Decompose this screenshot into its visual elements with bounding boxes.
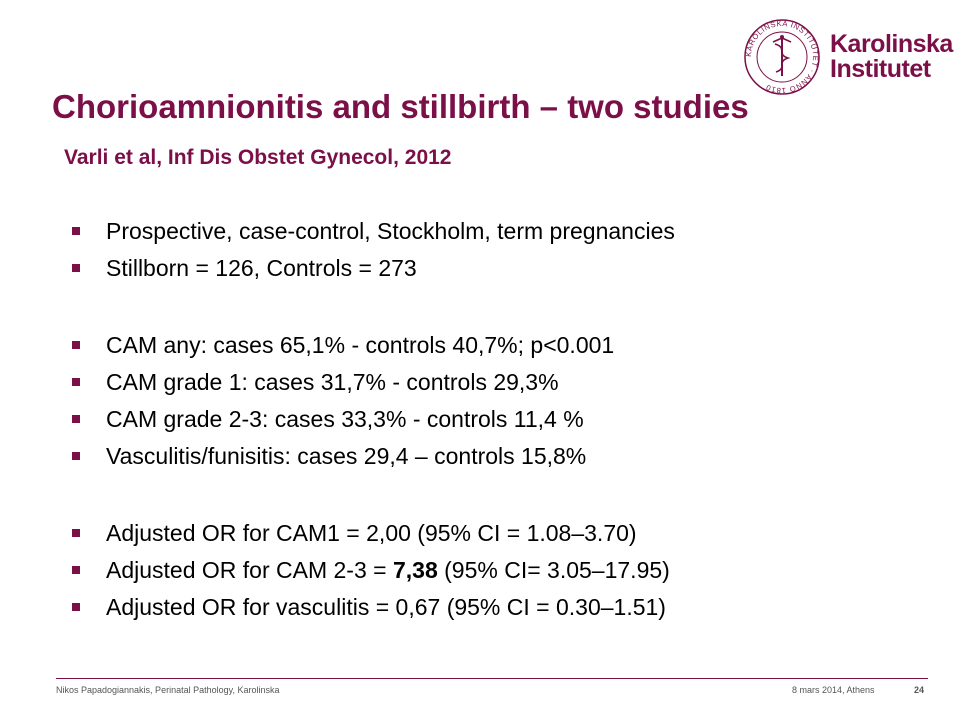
square-bullet-icon [72,264,80,272]
bullet-text: Adjusted OR for vasculitis = 0,67 (95% CI = 0.30–1.51) [106,594,666,620]
footer-author: Nikos Papadogiannakis, Perinatal Pathology, Karolinska [56,685,280,695]
bullet-item [72,216,675,253]
footer-date: 8 mars 2014, Athens [792,685,875,695]
bullet-text: Vasculitis/funisitis: cases 29,4 – controls 15,8% [106,443,587,469]
bullet-list [72,216,675,629]
bullet-item [72,555,675,592]
bullet-item [72,441,675,478]
logo-line-1: Karolinska [830,30,953,58]
slide-title: Chorioamnionitis and stillbirth – two studies [52,88,749,125]
bullet-item [72,253,675,290]
square-bullet-icon [72,452,80,460]
bullet-text: CAM any: cases 65,1% - controls 40,7%; p<0.001 [106,332,615,358]
bullet-item [72,592,675,629]
footer-divider [56,678,928,679]
square-bullet-icon [72,341,80,349]
page-number: 24 [914,685,925,695]
karolinska-logo [742,18,953,96]
bullet-text: Adjusted OR for CAM 2-3 = [106,557,393,583]
bullet-text: Prospective, case-control, Stockholm, term pregnancies [106,218,675,244]
bullet-item [72,518,675,555]
karolinska-seal-icon [742,18,822,96]
bullet-item [72,404,675,441]
bullet-text: Adjusted OR for CAM1 = 2,00 (95% CI = 1.08–3.70) [106,520,637,546]
bullet-text-bold: 7,38 [392,557,438,583]
square-bullet-icon [72,227,80,235]
square-bullet-icon [72,566,80,574]
square-bullet-icon [72,603,80,611]
slide-subtitle: Varli et al, Inf Dis Obstet Gynecol, 2012 [64,146,452,169]
svg-text:KAROLINSKA INSTITUTET · ANNO 1: KAROLINSKA INSTITUTET · ANNO 1810 [743,18,821,96]
bullet-item [72,367,675,404]
bullet-text: CAM grade 2-3: cases 33,3% - controls 11,4 % [106,406,584,432]
bullet-text-post: (95% CI= 3.05–17.95) [437,557,670,583]
karolinska-wordmark [830,32,953,82]
logo-line-2: Institutet [830,55,931,83]
bullet-text: CAM grade 1: cases 31,7% - controls 29,3% [106,369,559,395]
square-bullet-icon [72,415,80,423]
bullet-text: Stillborn = 126, Controls = 273 [106,255,417,281]
square-bullet-icon [72,378,80,386]
bullet-item [72,330,675,367]
square-bullet-icon [72,529,80,537]
